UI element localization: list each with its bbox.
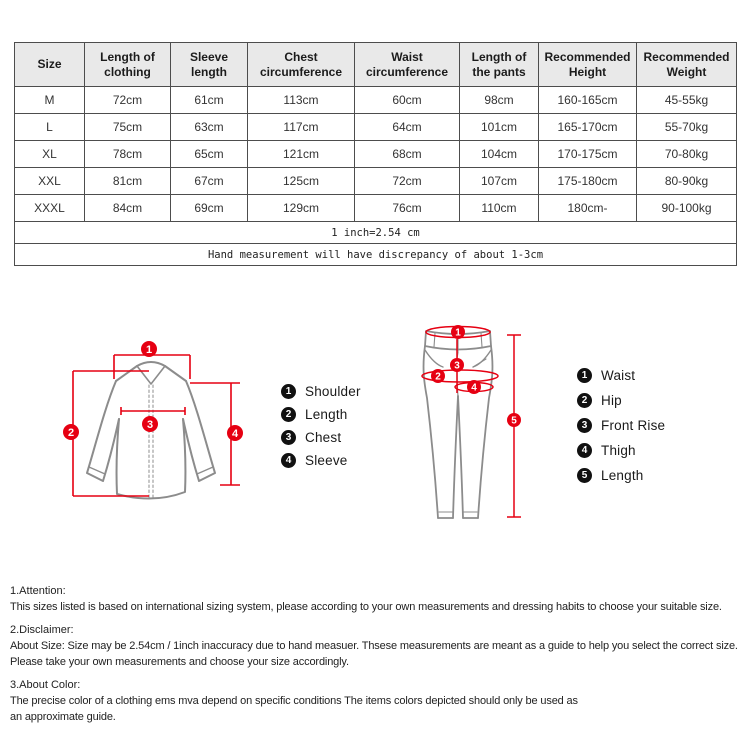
measurement-cell: 98cm	[460, 87, 539, 114]
pants-legend	[577, 367, 665, 483]
measurement-cell: 69cm	[171, 195, 248, 222]
legend-item	[281, 383, 361, 399]
note-line: Please take your own measurements and choose your size accordingly.	[10, 656, 349, 668]
measurement-cell: 125cm	[248, 168, 355, 195]
measurement-cell: 180cm-	[539, 195, 637, 222]
legend-number-badge: 3	[281, 430, 296, 445]
measurement-cell: 121cm	[248, 141, 355, 168]
legend-number-badge: 4	[577, 443, 592, 458]
legend-label: Shoulder	[305, 383, 361, 399]
note-block	[10, 622, 748, 670]
legend-number-badge: 4	[281, 453, 296, 468]
measurement-cell: 81cm	[85, 168, 171, 195]
measurement-cell: 61cm	[171, 87, 248, 114]
legend-item	[577, 392, 665, 408]
size-chart-table-wrap	[14, 42, 737, 266]
note-line: The precise color of a clothing ems mva depend on specific conditions The items colors depicted should only be used as	[10, 695, 578, 707]
table-row	[15, 195, 737, 222]
legend-item	[577, 417, 665, 433]
measurement-cell: 160-165cm	[539, 87, 637, 114]
legend-item	[281, 452, 361, 468]
measurement-cell: 80-90kg	[637, 168, 737, 195]
size-cell: XXL	[15, 168, 85, 195]
marker-number: 3	[454, 360, 460, 372]
legend-number-badge: 5	[577, 468, 592, 483]
legend-label: Length	[305, 406, 348, 422]
measurement-cell: 76cm	[355, 195, 460, 222]
table-note-row	[15, 244, 737, 266]
column-header: Length of the pants	[460, 43, 539, 87]
note-heading: 3.About Color:	[10, 679, 81, 691]
legend-item	[577, 367, 665, 383]
size-cell: XL	[15, 141, 85, 168]
legend-item	[281, 429, 361, 445]
note-heading: 1.Attention:	[10, 585, 66, 597]
measurement-cell: 84cm	[85, 195, 171, 222]
note-block	[10, 583, 748, 615]
legend-item	[577, 467, 665, 483]
note-heading: 2.Disclaimer:	[10, 624, 74, 636]
legend-number-badge: 2	[281, 407, 296, 422]
column-header: Recommended Height	[539, 43, 637, 87]
marker-number: 2	[435, 371, 441, 383]
measurement-cell: 129cm	[248, 195, 355, 222]
measurement-cell: 60cm	[355, 87, 460, 114]
table-row	[15, 168, 737, 195]
measurement-cell: 45-55kg	[637, 87, 737, 114]
measurement-cell: 72cm	[85, 87, 171, 114]
legend-number-badge: 1	[577, 368, 592, 383]
legend-number-badge: 2	[577, 393, 592, 408]
measurement-cell: 107cm	[460, 168, 539, 195]
measurement-cell: 175-180cm	[539, 168, 637, 195]
measurement-cell: 110cm	[460, 195, 539, 222]
marker-number: 3	[146, 419, 154, 431]
measurement-cell: 165-170cm	[539, 114, 637, 141]
marker-number: 2	[67, 427, 75, 439]
column-header: Waist circumference	[355, 43, 460, 87]
measurement-cell: 64cm	[355, 114, 460, 141]
table-body	[15, 87, 737, 222]
pants-diagram	[408, 316, 523, 531]
note-line: This sizes listed is based on international sizing system, please according to your own measurements and dressing habits to choose your suitable size.	[10, 601, 722, 613]
size-cell: M	[15, 87, 85, 114]
pants-dimension-markers	[431, 325, 521, 427]
measurement-cell: 68cm	[355, 141, 460, 168]
pants-dimension-lines	[422, 327, 521, 518]
note-line: an approximate guide.	[10, 711, 116, 723]
legend-number-badge: 1	[281, 384, 296, 399]
measurement-cell: 170-175cm	[539, 141, 637, 168]
measurement-cell: 75cm	[85, 114, 171, 141]
notes-section	[10, 583, 748, 732]
legend-label: Front Rise	[601, 417, 666, 433]
size-cell: L	[15, 114, 85, 141]
measurement-cell: 113cm	[248, 87, 355, 114]
measurement-cell: 55-70kg	[637, 114, 737, 141]
measurement-discrepancy-note: Hand measurement will have discrepancy of about 1-3cm	[15, 244, 737, 266]
measurement-cell: 72cm	[355, 168, 460, 195]
table-header-row	[15, 43, 737, 87]
size-chart-table	[14, 42, 737, 266]
column-header: Recommended Weight	[637, 43, 737, 87]
legend-label: Sleeve	[305, 452, 348, 468]
note-line: About Size: Size may be 2.54cm / 1inch inaccuracy due to hand measuer. Thsese measurements are meant as a guide to help you select the correct size.	[10, 640, 738, 652]
measurement-cell: 65cm	[171, 141, 248, 168]
measurement-cell: 90-100kg	[637, 195, 737, 222]
measurement-cell: 104cm	[460, 141, 539, 168]
legend-label: Length	[601, 467, 644, 483]
measurement-cell: 101cm	[460, 114, 539, 141]
table-note-row	[15, 222, 737, 244]
legend-label: Waist	[601, 367, 636, 383]
legend-label: Thigh	[601, 442, 636, 458]
measurement-cell: 70-80kg	[637, 141, 737, 168]
shirt-diagram	[50, 322, 265, 534]
measurement-cell: 67cm	[171, 168, 248, 195]
shirt-legend	[281, 383, 361, 468]
table-row	[15, 114, 737, 141]
column-header: Chest circumference	[248, 43, 355, 87]
marker-number: 4	[471, 382, 477, 394]
legend-item	[577, 442, 665, 458]
table-row	[15, 141, 737, 168]
table-row	[15, 87, 737, 114]
measurement-cell: 63cm	[171, 114, 248, 141]
legend-item	[281, 406, 361, 422]
inch-conversion-note: 1 inch=2.54 cm	[15, 222, 737, 244]
marker-number: 1	[145, 344, 153, 356]
note-block	[10, 677, 748, 725]
legend-number-badge: 3	[577, 418, 592, 433]
legend-label: Hip	[601, 392, 622, 408]
size-cell: XXXL	[15, 195, 85, 222]
marker-number: 4	[231, 428, 239, 440]
marker-number: 1	[455, 327, 461, 339]
marker-number: 5	[511, 415, 517, 427]
measurement-cell: 78cm	[85, 141, 171, 168]
measurement-cell: 117cm	[248, 114, 355, 141]
legend-label: Chest	[305, 429, 342, 445]
column-header: Size	[15, 43, 85, 87]
column-header: Sleeve length	[171, 43, 248, 87]
column-header: Length of clothing	[85, 43, 171, 87]
